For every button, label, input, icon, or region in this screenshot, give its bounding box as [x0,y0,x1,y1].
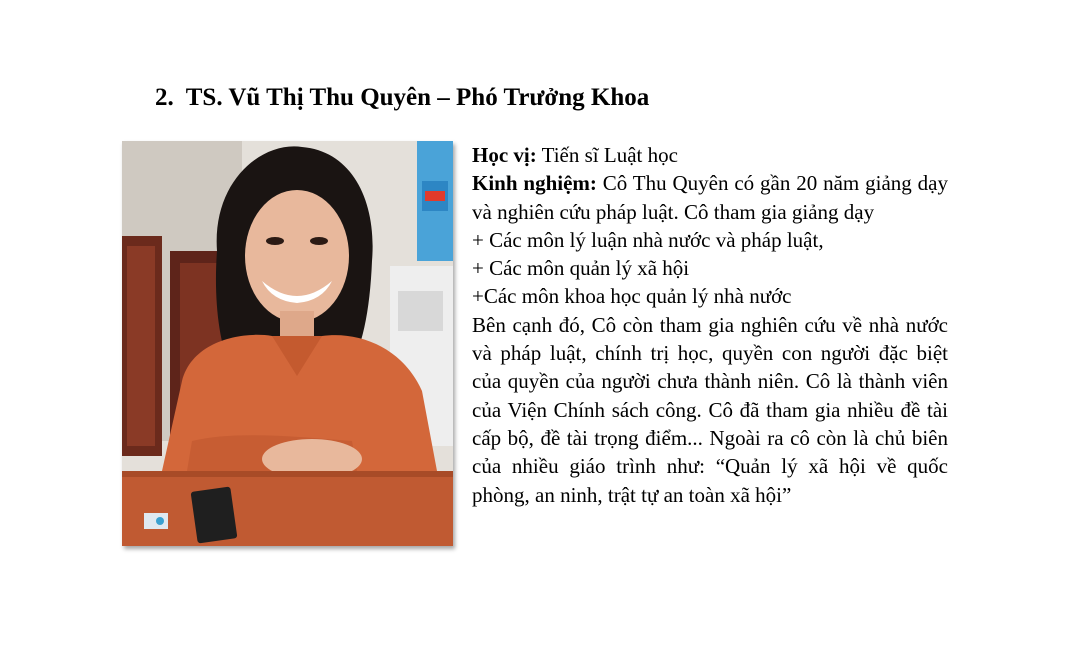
portrait-illustration [122,141,453,546]
subject-item: + Các môn lý luận nhà nước và pháp luật, [472,227,824,252]
experience-text: Cô Thu Quyên có gần 20 năm giảng dạy và nghiên cứu pháp luật. Cô tham gia giảng dạy [472,171,948,224]
subject-item: +Các môn khoa học quản lý nhà nước [472,284,792,309]
degree-value: Tiến sĩ Luật học [541,143,678,167]
portrait-photo [122,141,453,546]
degree-label: Học vị: [472,143,537,167]
experience-paragraph [472,169,948,226]
closing-paragraph: Bên cạnh đó, Cô còn tham gia nghiên cứu về nhà nước và pháp luật, chính trị học, quyền con người đặc biệt của quyền của người chưa thành niên. Cô là thành viên của Viện Chính sách công. Cô đã tham gia nhiều đề tài cấp bộ, đề tài trọng điểm... Ngoài ra cô còn là chủ biên của nhiều giáo trình như: “Quản lý xã hội về quốc phòng, an ninh, trật tự an toàn xã hội” [472,312,948,507]
profile-text [472,141,948,509]
page-heading [155,80,649,116]
experience-label: Kinh nghiệm: [472,171,597,196]
degree-line [472,141,948,169]
subject-item: + Các môn quản lý xã hội [472,256,690,281]
heading-title: TS. Vũ Thị Thu Quyên – Phó Trưởng Khoa [185,84,650,111]
heading-number: 2. [155,84,174,111]
